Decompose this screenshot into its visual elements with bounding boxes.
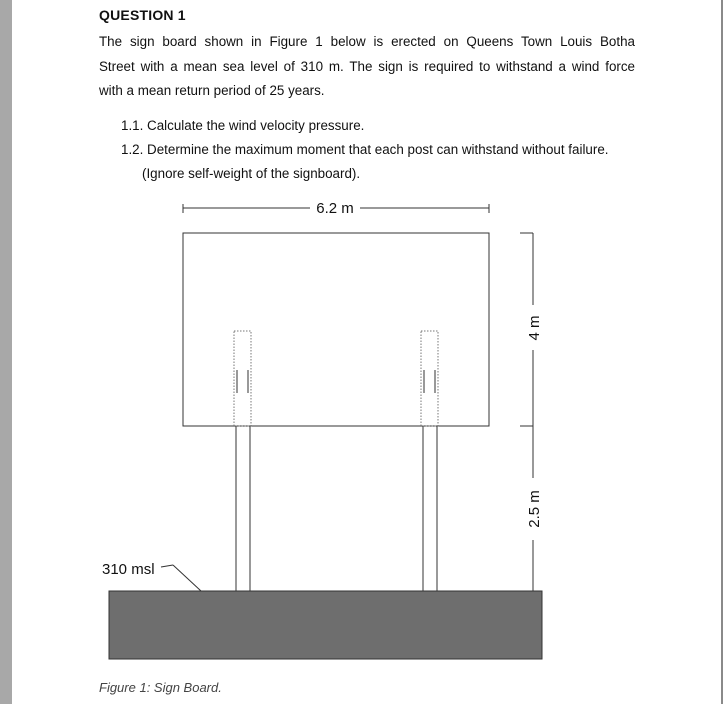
width-label: 6.2 m xyxy=(316,200,354,217)
msl-leader-b xyxy=(173,565,201,591)
board-height-label: 4 m xyxy=(526,315,543,341)
paragraph-line-3: with a mean return period of 25 years. xyxy=(99,83,325,98)
msl-label: 310 msl xyxy=(102,561,155,578)
msl-leader-a xyxy=(161,565,173,567)
sub-question-1-2: 1.2. Determine the maximum moment that each post can withstand without failure. xyxy=(121,142,609,157)
figure-caption: Figure 1: Sign Board. xyxy=(99,680,222,695)
height-dimensions xyxy=(520,233,533,591)
sign-board xyxy=(183,233,489,426)
sub-question-1-1: 1.1. Calculate the wind velocity pressure. xyxy=(121,118,365,133)
question-heading: QUESTION 1 xyxy=(99,7,186,23)
paragraph-line-2: Street with a mean sea level of 310 m. The sign is required to withstand a wind force xyxy=(99,59,635,74)
ground-block xyxy=(109,591,542,659)
paragraph-line-1: The sign board shown in Figure 1 below is erected on Queens Town Louis Botha xyxy=(99,34,635,49)
msl-leader xyxy=(161,565,201,591)
post-height-label: 2.5 m xyxy=(526,490,543,528)
sub-question-note: (Ignore self-weight of the signboard). xyxy=(142,166,361,181)
